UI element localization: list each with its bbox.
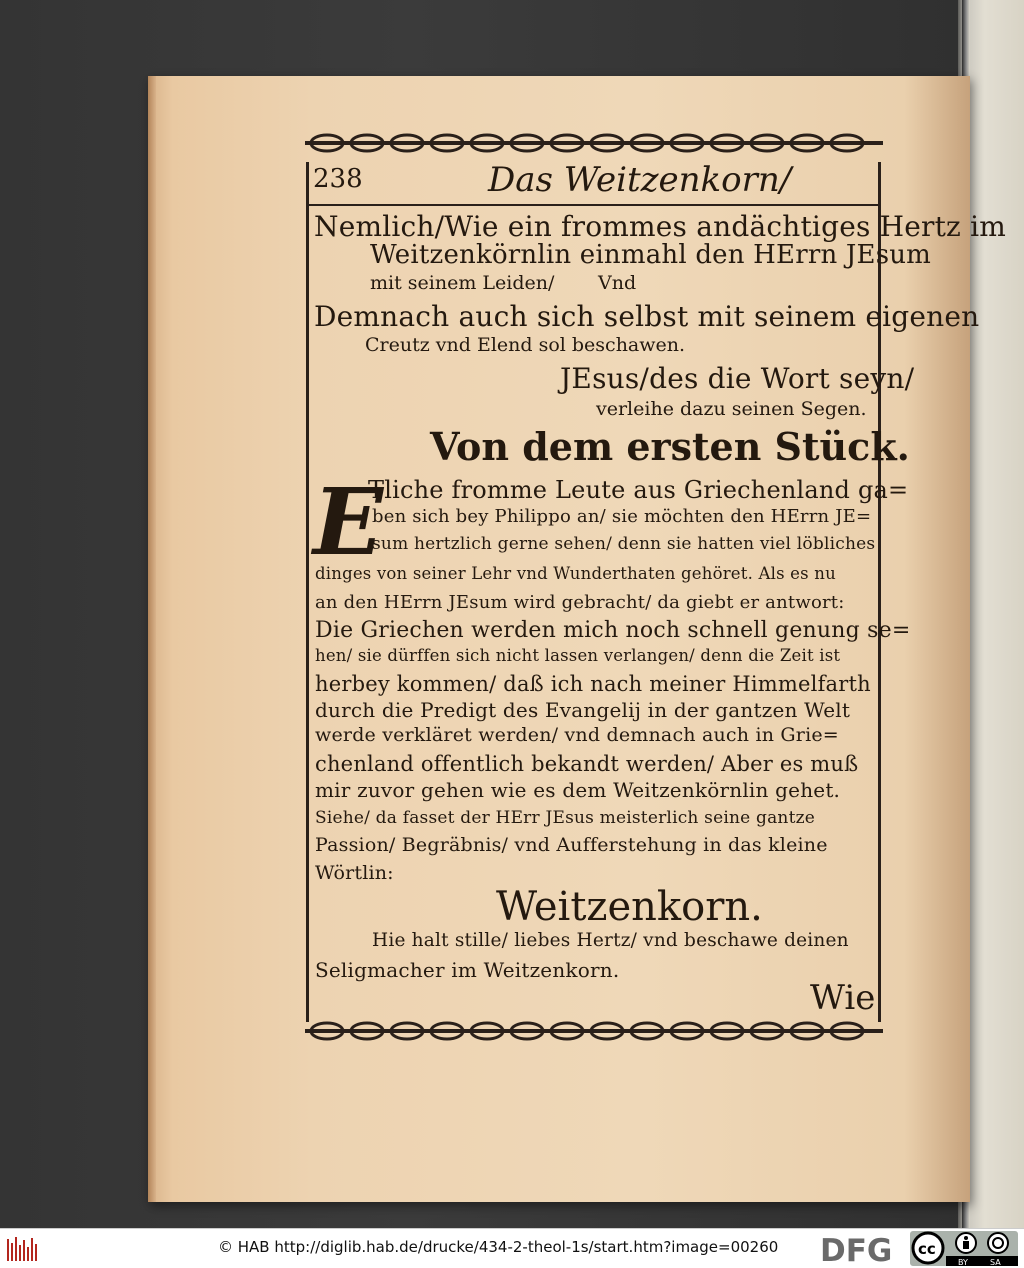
- text-line: JEsus/des die Wort seyn/: [560, 362, 915, 395]
- frame-rule-right: [878, 162, 881, 1022]
- header-rule: [306, 204, 881, 206]
- catchword: Wie: [810, 978, 876, 1018]
- license-sa-label: SA: [990, 1258, 1001, 1266]
- attribution-link[interactable]: © HAB http://diglib.hab.de/drucke/434-2-theol-1s/start.htm?image=00260: [218, 1238, 779, 1256]
- body-line: Tliche fromme Leute aus Griechenland ga=: [368, 476, 909, 504]
- license-by-label: BY: [958, 1258, 968, 1266]
- body-line: Siehe/ da fasset der HErr JEsus meisterlich seine gantze: [315, 808, 816, 828]
- footer-bar: [0, 1228, 1024, 1268]
- body-line: werde verkläret werden/ vnd demnach auch in Grie=: [315, 724, 839, 746]
- cc-by-sa-icon[interactable]: [910, 1231, 1018, 1266]
- text-line: Vnd: [598, 272, 637, 294]
- body-line: herbey kommen/ daß ich nach meiner Himmelfarth: [315, 672, 871, 696]
- keyword-weitzenkorn: Weitzenkorn.: [496, 884, 763, 930]
- body-line: durch die Predigt des Evangelij in der gantzen Welt: [315, 698, 851, 722]
- body-line: hen/ sie dürffen sich nicht lassen verlangen/ denn die Zeit ist: [315, 646, 841, 665]
- dfg-logo-text: DFG: [820, 1233, 893, 1265]
- section-heading: Von dem ersten Stück.: [430, 424, 910, 469]
- dfg-logo-icon: [818, 1232, 910, 1265]
- text-line: Demnach auch sich selbst mit seinem eigenen: [314, 300, 980, 333]
- running-head: Das Weitzenkorn/: [488, 160, 792, 200]
- frame-rule-left: [306, 162, 309, 1022]
- body-line: Passion/ Begräbnis/ vnd Aufferstehung in das kleine: [315, 834, 828, 856]
- body-line: dinges von seiner Lehr vnd Wunderthaten gehöret. Als es nu: [315, 564, 836, 583]
- closing-line: Seligmacher im Weitzenkorn.: [315, 958, 620, 982]
- text-line: Creutz vnd Elend sol beschawen.: [365, 334, 686, 356]
- body-line: an den HErrn JEsum wird gebracht/ da giebt er antwort:: [315, 592, 845, 613]
- body-line: sum hertzlich gerne sehen/ denn sie hatten viel löbliches: [372, 534, 876, 554]
- page-number: 238: [313, 164, 363, 194]
- body-line: chenland offentlich bekandt werden/ Aber es muß: [315, 752, 859, 776]
- ornament-border-top: [305, 130, 883, 156]
- text-line: verleihe dazu seinen Segen.: [596, 398, 867, 420]
- text-line: Weitzenkörnlin einmahl den HErrn JEsum: [370, 240, 932, 270]
- text-line: mit seinem Leiden/: [370, 272, 555, 294]
- body-line: Wörtlin:: [315, 862, 394, 884]
- text-line: Nemlich/Wie ein frommes andächtiges Hertz im: [314, 210, 1007, 243]
- body-line: Die Griechen werden mich noch schnell genung se=: [315, 618, 911, 643]
- svg-text:cc: cc: [918, 1240, 936, 1258]
- closing-line: Hie halt stille/ liebes Hertz/ vnd beschawe deinen: [372, 930, 849, 951]
- drop-cap: E: [313, 468, 384, 576]
- hab-barcode-logo-icon: [6, 1235, 40, 1263]
- body-line: ben sich bey Philippo an/ sie möchten den HErrn JE=: [372, 506, 872, 527]
- page-edge: [148, 76, 156, 1202]
- body-line: mir zuvor gehen wie es dem Weitzenkörnlin gehet.: [315, 778, 841, 802]
